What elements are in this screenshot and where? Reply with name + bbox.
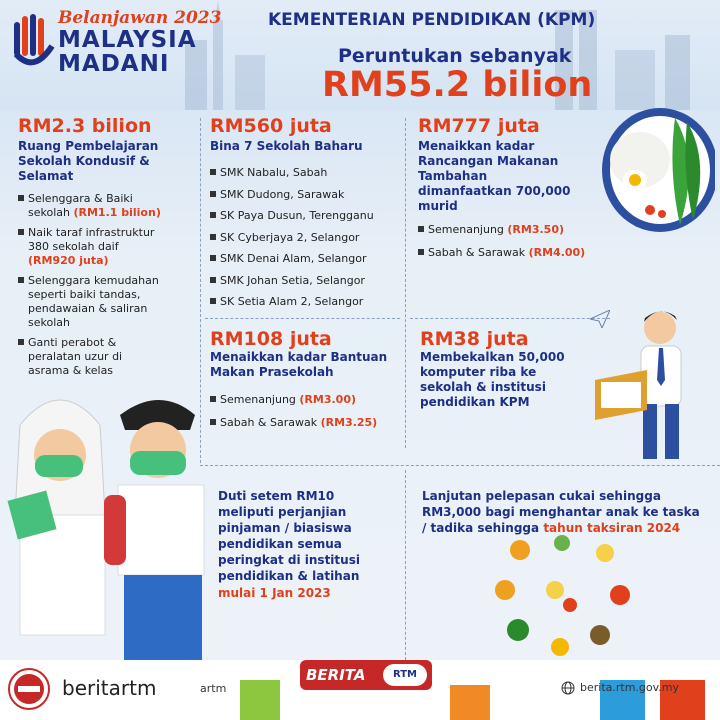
- globe-icon: [561, 681, 575, 695]
- school-list: SMK Nabalu, Sabah SMK Dudong, Sarawak SK Paya Dusun, Terengganu SK Cyberjaya 2, Selangor SMK Denai Alam, Selangor SMK Johan Setia, Selangor SK Setia Alam 2, Selangor: [210, 162, 405, 313]
- rate-list: Semenanjung (RM3.00) Sabah & Sarawak (RM3.25): [210, 388, 377, 434]
- account-handle[interactable]: beritartm: [62, 676, 157, 700]
- berita-rtm-avatar[interactable]: [8, 668, 50, 710]
- section-title: Menaikkan kadar Rancangan Makanan Tambahan dimanfaatkan 700,000 murid: [418, 139, 571, 213]
- tax-relief-text: Lanjutan pelepasan cukai sehingga RM3,000 bagi menghantar anak ke taska / tadika sehingga tahun taksiran 2024: [422, 489, 700, 535]
- section-amount: RM560 juta: [210, 115, 332, 137]
- fruit-circle-illustration: [490, 535, 635, 660]
- allocation-label: Peruntukan sebanyak: [338, 45, 572, 67]
- section-amount: RM38 juta: [420, 328, 529, 350]
- logo-word-malaysia: MALAYSIA: [58, 27, 197, 53]
- row-divider: [200, 465, 720, 466]
- berita-logo-text: BERITA: [306, 666, 366, 684]
- section-title: Ruang Pembelajaran Sekolah Kondusif & Selamat: [18, 139, 159, 183]
- row-divider: [410, 318, 610, 319]
- bullet-list: Selenggara & Baiki sekolah (RM1.1 bilion) Naik taraf infrastruktur 380 sekolah daif (RM920 juta) Selenggara kemudahan seperti baiki tandas, pendawaian & saliran sekolah Ganti perabot & peralatan uzur di asrama & kelas: [18, 192, 198, 378]
- section-amount: RM108 juta: [210, 328, 332, 350]
- website-link[interactable]: berita.rtm.gov.my: [580, 681, 680, 694]
- stamp-duty-date: mulai 1 Jan 2023: [218, 586, 331, 600]
- food-plate-illustration: [590, 100, 715, 250]
- section-title: Menaikkan kadar Bantuan Makan Prasekolah: [210, 350, 388, 379]
- column-divider: [405, 470, 406, 660]
- logo-word-madani: MADANI: [58, 51, 170, 77]
- section-amount: RM2.3 bilion: [18, 115, 152, 137]
- malaysia-madani-logo: [12, 14, 56, 74]
- row-divider: [205, 318, 400, 319]
- column-divider: [405, 118, 406, 448]
- footer-handle-fragment: artm: [200, 682, 227, 695]
- allocation-total: RM55.2 bilion: [322, 65, 593, 105]
- stamp-duty-text: Duti setem RM10 meliputi perjanjian pinjaman / biasiswa pendidikan semua peringkat di institusi pendidikan & latihan: [218, 489, 360, 583]
- section-title: Membekalkan 50,000 komputer riba ke sekolah & institusi pendidikan KPM: [420, 350, 565, 409]
- students-illustration: [0, 385, 215, 660]
- rtm-logo-badge: RTM: [383, 664, 427, 686]
- section-title: Bina 7 Sekolah Baharu: [210, 139, 363, 153]
- paper-plane-icon: [590, 310, 610, 328]
- section-amount: RM777 juta: [418, 115, 540, 137]
- belanjawan-title: Belanjawan 2023: [58, 8, 222, 28]
- rate-list: Semenanjung (RM3.50) Sabah & Sarawak (RM4.00): [418, 218, 585, 264]
- ministry-title: KEMENTERIAN PENDIDIKAN (KPM): [268, 10, 596, 30]
